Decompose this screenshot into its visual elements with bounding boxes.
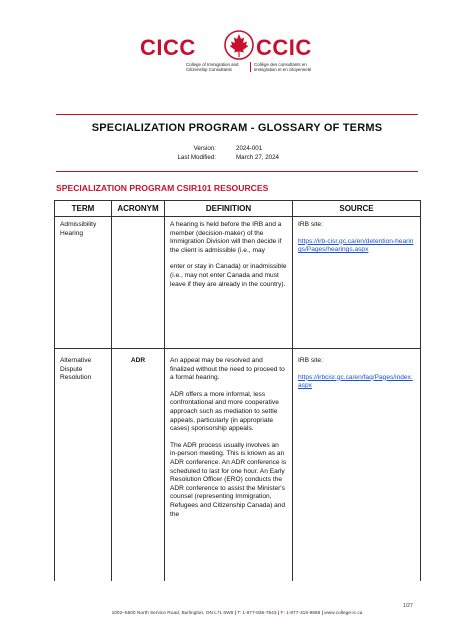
definition-paragraph: The ADR process usually involves an in-person meeting. This is known as an ADR conference. An ADR conference is scheduled to last for one hour. An Early Resolution Officer (ERO) conducts the ADR conference to assist the Minister's counsel (representing Immigration, Refugees and Citizenship Canada) and the [170, 441, 287, 518]
footer-separator: | [234, 611, 238, 616]
footer-address: 1002–5500 North Service Road, Burlington, ON L7L 6W6 [111, 611, 234, 616]
metadata-values [236, 145, 336, 162]
document-title: SPECIALIZATION PROGRAM - GLOSSARY OF TERMS [91, 122, 383, 134]
source-cell [293, 349, 421, 581]
page-footer [0, 611, 474, 616]
logo-subtitle-english: College of Immigration and Citizenship Consultants [186, 62, 239, 73]
header-acronym: ACRONYM [112, 201, 165, 217]
footer-telephone: T: 1-877-836-7543 [237, 611, 277, 616]
table-header-row [55, 201, 421, 217]
acronym-cell: ADR [112, 349, 165, 581]
term-cell: Admissibility Hearing [55, 217, 112, 349]
logo-subtitle-french: Collège des consultants en immigration et en citoyenneté [254, 62, 312, 73]
source-link[interactable]: https://irbcisr.gc.ca/en/faq/Pages/index.aspx [298, 373, 413, 390]
source-cell [293, 217, 421, 349]
table-row [55, 217, 421, 349]
header-term: TERM [55, 201, 112, 217]
definition-paragraph: An appeal may be resolved and finalized without the need to proceed to a formal hearing. [170, 357, 285, 382]
acronym-cell [112, 217, 165, 349]
definition-cell [165, 217, 293, 349]
header-definition: DEFINITION [165, 201, 293, 217]
term-cell: Alternative Dispute Resolution [55, 349, 112, 581]
footer-separator: | [277, 611, 281, 616]
maple-leaf-icon [224, 30, 254, 60]
footer-fax: F: 1-877-315-9868 [280, 611, 321, 616]
last-modified-value: March 27, 2024 [236, 153, 279, 161]
glossary-table [54, 200, 421, 581]
source-label: IRB site: [298, 221, 323, 228]
version-value: 2024-001 [236, 145, 263, 152]
header-source: SOURCE [293, 201, 421, 217]
organization-logo [0, 26, 474, 86]
definition-cell [165, 349, 293, 581]
logo-text-cicc: CICC [140, 35, 196, 60]
header-rule-top [56, 114, 418, 115]
source-link[interactable]: https://irb-cisr.gc.ca/en/detention-hearings/Pages/hearings.aspx [298, 237, 414, 254]
section-heading: SPECIALIZATION PROGRAM CSIR101 RESOURCES [56, 183, 269, 193]
source-label: IRB site: [298, 357, 323, 364]
footer-website[interactable]: www.college-ic.ca [324, 611, 363, 616]
footer-separator: | [321, 611, 325, 616]
version-label: Version: [193, 145, 216, 152]
logo-text-ccic: CCIC [256, 35, 312, 60]
definition-paragraph: enter or stay in Canada) or inadmissible (i.e., may not enter Canada and must leave if they are already in the country). [170, 263, 287, 288]
last-modified-label: Last Modified: [177, 153, 216, 161]
logo-divider [250, 62, 251, 72]
definition-paragraph: ADR offers a more informal, less confrontational and more cooperative approach such as mediation to settle appeals, particularly (in appropriate cases) sponsorship appeals. [170, 390, 279, 433]
header-rule-bottom [56, 171, 418, 172]
logo-wordmark [140, 36, 340, 60]
page-number: 1/27 [403, 603, 413, 609]
metadata-labels [140, 145, 216, 162]
definition-paragraph: A hearing is held before the IRB and a member (decision-maker) of the Immigration Division will then decide if the client is admissible (i.e., may [170, 221, 282, 254]
table-row [55, 349, 421, 581]
